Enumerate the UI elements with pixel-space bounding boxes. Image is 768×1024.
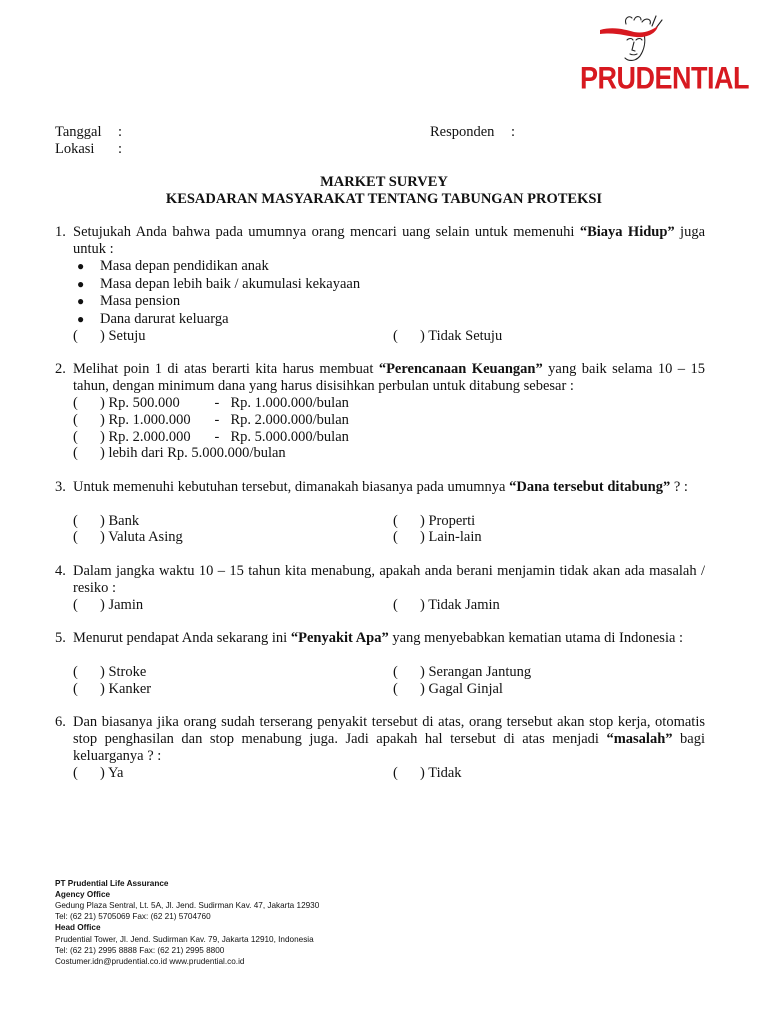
footer-agency-address: Gedung Plaza Sentral, Lt. 5A, Jl. Jend. Sudirman Kav. 47, Jakarta 12930 bbox=[55, 901, 320, 910]
q5-option-gagal-ginjal[interactable]: ( ) Gagal Ginjal bbox=[393, 681, 503, 697]
responden-colon: : bbox=[511, 124, 516, 140]
q1-bullet-item: Masa depan lebih baik / akumulasi kekayaan bbox=[100, 276, 361, 292]
footer-head-title: Head Office bbox=[55, 923, 101, 932]
q1-option-tidak-setuju[interactable]: ( ) Tidak Setuju bbox=[393, 328, 503, 344]
tanggal-colon: : bbox=[118, 124, 123, 140]
footer-company: PT Prudential Life Assurance bbox=[55, 879, 169, 888]
q2-text: Melihat poin 1 di atas berarti kita harus membuat “Perencanaan Keuangan” yang baik selama 10 – 15 tahun, dengan minimum dana yang harus disisihkan perbulan untuk ditabung sebesar : bbox=[73, 361, 705, 394]
q1-number: 1. bbox=[55, 224, 66, 240]
q1-text: Setujukah Anda bahwa pada umumnya orang mencari uang selain untuk memenuhi “Biaya Hidup” juga untuk : bbox=[73, 224, 706, 257]
q2-option-1[interactable]: ( ) Rp. 500.000 - Rp. 1.000.000/bulan bbox=[73, 395, 349, 411]
q6-option-tidak[interactable]: ( ) Tidak bbox=[393, 765, 462, 781]
footer-contact: Costumer.idn@prudential.co.id www.prudential.co.id bbox=[55, 957, 245, 966]
q2-option-3[interactable]: ( ) Rp. 2.000.000 - Rp. 5.000.000/bulan bbox=[73, 429, 349, 445]
survey-subtitle: KESADARAN MASYARAKAT TENTANG TABUNGAN PROTEKSI bbox=[165, 191, 603, 207]
footer-head-phone: Tel: (62 21) 2995 8888 Fax: (62 21) 2995 8800 bbox=[55, 946, 225, 955]
q2-option-2[interactable]: ( ) Rp. 1.000.000 - Rp. 2.000.000/bulan bbox=[73, 412, 349, 428]
q5-text: Menurut pendapat Anda sekarang ini “Penyakit Apa” yang menyebabkan kematian utama di Indonesia : bbox=[73, 630, 684, 646]
q6-text: Dan biasanya jika orang sudah terserang penyakit tersebut di atas, orang tersebut akan stop kerja, otomatis stop penghasilan dan stop menabung juga. Jadi apakah hal tersebut di atas menjadi “masalah” bagi keluarganya ? : bbox=[73, 714, 705, 764]
lokasi-colon: : bbox=[118, 141, 123, 157]
q5-number: 5. bbox=[55, 630, 66, 646]
brand-name: PRUDENTIAL bbox=[580, 61, 749, 96]
q1-option-setuju[interactable]: ( ) Setuju bbox=[73, 328, 146, 344]
q1-bullet-item: Masa pension bbox=[100, 293, 181, 309]
bullet-icon: ● bbox=[77, 312, 85, 326]
bullet-icon: ● bbox=[77, 294, 85, 308]
q2-option-4[interactable]: ( ) lebih dari Rp. 5.000.000/bulan bbox=[73, 445, 286, 461]
q3-number: 3. bbox=[55, 479, 66, 495]
tanggal-label: Tanggal bbox=[55, 124, 102, 140]
lokasi-label: Lokasi bbox=[55, 141, 95, 157]
q4-text: Dalam jangka waktu 10 – 15 tahun kita menabung, apakah anda berani menjamin tidak akan ada masalah / resiko : bbox=[73, 563, 705, 596]
q2-number: 2. bbox=[55, 361, 66, 377]
q3-option-properti[interactable]: ( ) Properti bbox=[393, 513, 476, 529]
q5-option-kanker[interactable]: ( ) Kanker bbox=[73, 681, 152, 697]
responden-label: Responden bbox=[430, 124, 495, 140]
bullet-icon: ● bbox=[77, 277, 85, 291]
q3-text: Untuk memenuhi kebutuhan tersebut, dimanakah biasanya pada umumnya “Dana tersebut ditabung” ? : bbox=[73, 479, 688, 495]
q4-option-tidak-jamin[interactable]: ( ) Tidak Jamin bbox=[393, 597, 500, 613]
q4-option-jamin[interactable]: ( ) Jamin bbox=[73, 597, 144, 613]
q6-option-ya[interactable]: ( ) Ya bbox=[73, 765, 124, 781]
q6-number: 6. bbox=[55, 714, 66, 730]
prudence-face-icon bbox=[596, 12, 668, 68]
q1-bullet-item: Dana darurat keluarga bbox=[100, 311, 229, 327]
bullet-icon: ● bbox=[77, 259, 85, 273]
footer-head-address: Prudential Tower, Jl. Jend. Sudirman Kav. 79, Jakarta 12910, Indonesia bbox=[55, 935, 314, 944]
q4-number: 4. bbox=[55, 563, 66, 579]
survey-title: MARKET SURVEY bbox=[320, 174, 448, 190]
footer-agency-title: Agency Office bbox=[55, 890, 111, 899]
q5-option-stroke[interactable]: ( ) Stroke bbox=[73, 664, 147, 680]
q5-option-serangan-jantung[interactable]: ( ) Serangan Jantung bbox=[393, 664, 532, 680]
q3-option-lain-lain[interactable]: ( ) Lain-lain bbox=[393, 529, 482, 545]
q1-bullet-item: Masa depan pendidikan anak bbox=[100, 258, 269, 274]
q3-option-valuta-asing[interactable]: ( ) Valuta Asing bbox=[73, 529, 183, 545]
footer-agency-phone: Tel: (62 21) 5705069 Fax: (62 21) 5704760 bbox=[55, 912, 211, 921]
q3-option-bank[interactable]: ( ) Bank bbox=[73, 513, 140, 529]
